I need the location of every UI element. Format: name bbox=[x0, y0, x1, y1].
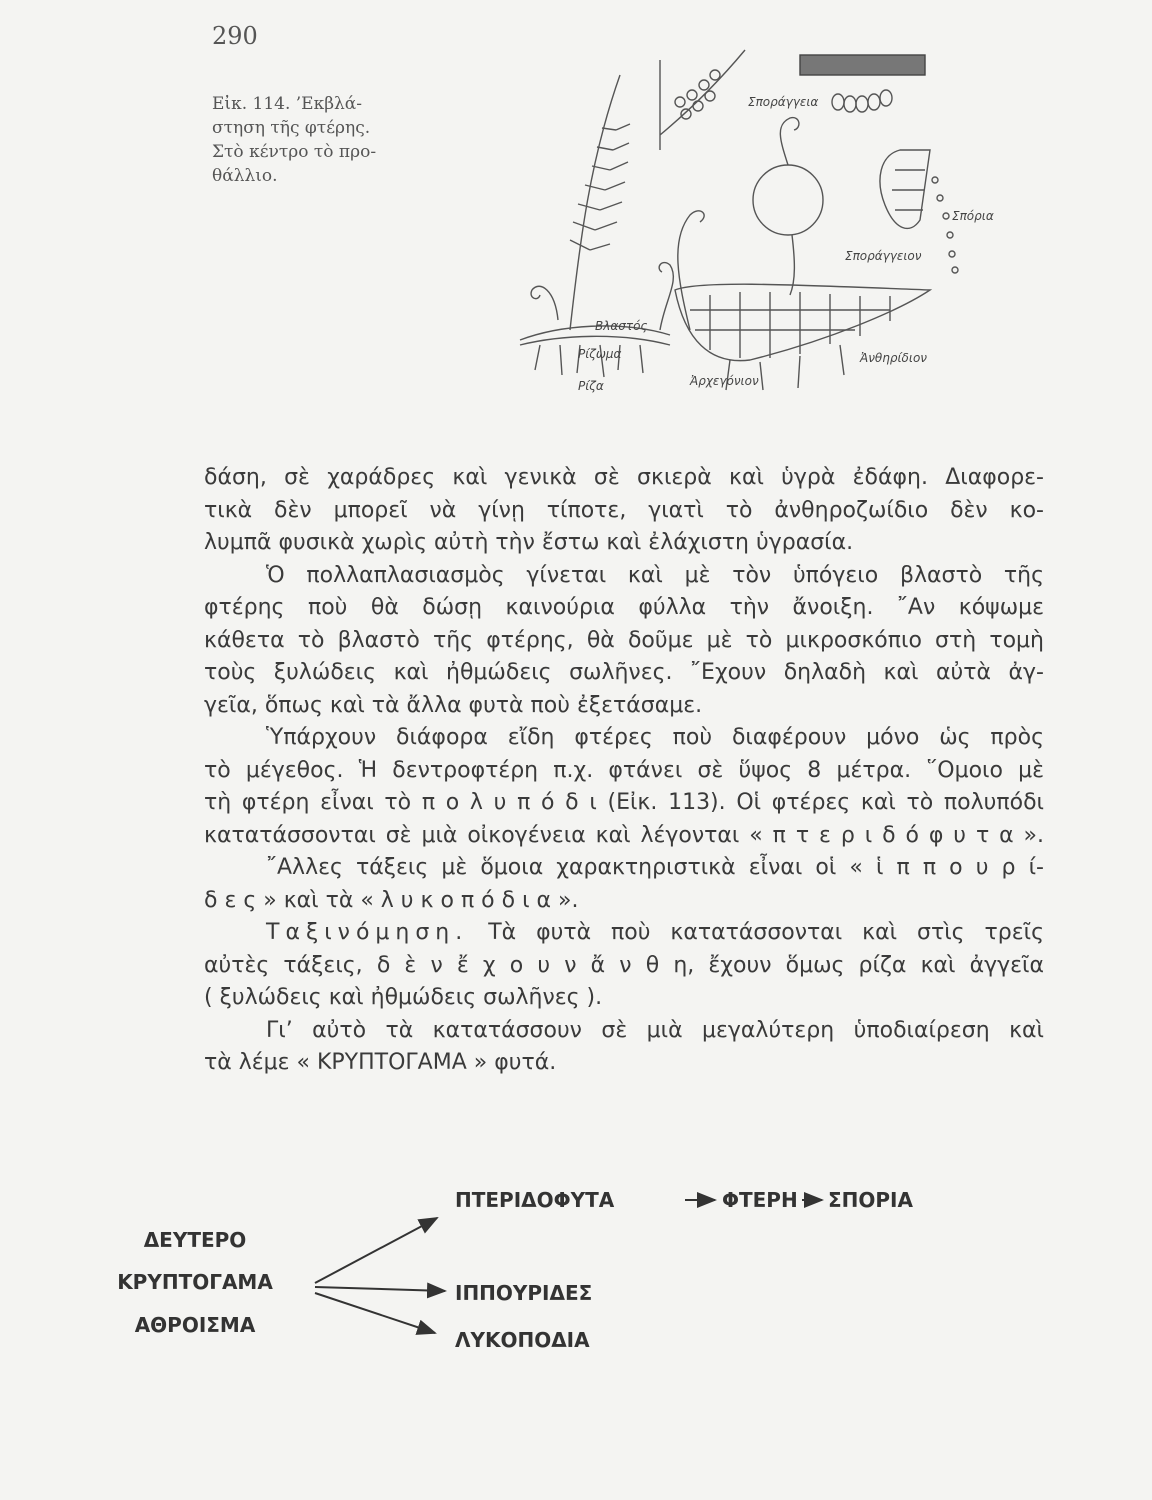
diagram-left-3: ΑΘΡΟΙΣΜΑ bbox=[134, 1313, 256, 1337]
label-vlastos: Βλαστός bbox=[595, 319, 648, 333]
caption-line: Στὸ κέντρο τὸ προ- bbox=[212, 142, 377, 162]
caption-line: Εἰκ. 114. ’Εκβλά- bbox=[212, 94, 363, 114]
diagram-left-1: ΔΕΥΤΕΡΟ bbox=[143, 1228, 247, 1252]
text-line: τικὰ δὲν μπορεῖ νὰ γίνῃ τίποτε, γιατὶ τὸ ἀνθηροζωίδιο δὲν κο- bbox=[204, 497, 1044, 523]
diagram-branch-ippourides: ΙΠΠΟΥΡΙΔΕΣ bbox=[455, 1281, 593, 1305]
text-line: γεῖα, ὅπως καὶ τὰ ἄλλα φυτὰ ποὺ ἐξετάσαμε. bbox=[204, 692, 703, 718]
label-archegonion: Ἀρχεγόνιον bbox=[690, 374, 759, 388]
text-line: κάθετα τὸ βλαστὸ τῆς φτέρης, θὰ δοῦμε μὲ τὸ μικροσκόπιο στὴ τομὴ bbox=[204, 627, 1044, 653]
diagram-left-2: ΚΡΥΠΤΟΓΑΜΑ bbox=[117, 1270, 273, 1294]
label-antheridion: Ἀνθηρίδιον bbox=[860, 351, 927, 365]
arrow-to-lykopodia bbox=[315, 1293, 435, 1333]
text-line: ( ξυλώδεις καὶ ἠθμώδεις σωλῆνες ). bbox=[204, 985, 603, 1010]
page-number: 290 bbox=[212, 22, 258, 50]
arrow-to-ippourides bbox=[315, 1287, 445, 1291]
text-line: Γι’ αὐτὸ τὰ κατατάσσουν σὲ μιὰ μεγαλύτερη ὑποδιαίρεση καὶ bbox=[266, 1017, 1044, 1043]
body-text bbox=[204, 462, 1044, 1080]
diagram-branch-lykopodia: ΛΥΚΟΠΟΔΙΑ bbox=[455, 1328, 590, 1352]
text-line: τὰ λέμε « ΚΡΥΠΤΟΓΑΜΑ » φυτά. bbox=[204, 1050, 557, 1075]
text-line bbox=[204, 917, 1044, 950]
label-rizoma: Ρίζωμα bbox=[578, 347, 622, 361]
classification-heading: Ταξινόμηση. bbox=[266, 920, 469, 945]
label-sporangeion: Σποράγγειον bbox=[845, 249, 922, 263]
classification-diagram bbox=[90, 1175, 970, 1375]
caption-line: θάλλιο. bbox=[212, 166, 278, 186]
text-line: κατατάσσονται σὲ μιὰ οἰκογένεια καὶ λέγονται « π τ ε ρ ι δ ό φ υ τ α ». bbox=[204, 822, 1044, 848]
diagram-chain-fteri: ΦΤΕΡΗ bbox=[722, 1188, 798, 1212]
text-line: αὐτὲς τάξεις, δ ὲ ν ἔ χ ο υ ν ἄ ν θ η, ἔχουν ὅμως ρίζα καὶ ἀγγεῖα bbox=[204, 952, 1044, 978]
text-line: δ ε ς » καὶ τὰ « λ υ κ ο π ό δ ι α ». bbox=[204, 887, 579, 913]
diagram-chain-sporia: ΣΠΟΡΙΑ bbox=[828, 1188, 913, 1212]
text-line: τοὺς ξυλώδεις καὶ ἠθμώδεις σωλῆνες. ῎Εχουν δηλαδὴ καὶ αὐτὰ ἀγ- bbox=[204, 660, 1044, 685]
text-fragment: Τὰ φυτὰ ποὺ κατατάσσονται καὶ στὶς τρεῖς bbox=[468, 920, 1044, 945]
text-line: δάση, σὲ χαράδρες καὶ γενικὰ σὲ σκιερὰ καὶ ὑγρὰ ἐδάφη. Διαφορε- bbox=[204, 465, 1044, 490]
text-line: Ὑπάρχουν διάφορα εἴδη φτέρες ποὺ διαφέρουν μόνο ὡς πρὸς bbox=[266, 725, 1044, 750]
arrow-to-pteridofyta bbox=[315, 1218, 437, 1283]
text-line: λυμπᾶ φυσικὰ χωρὶς αὐτὴ τὴν ἔστω καὶ ἐλάχιστη ὑγρασία. bbox=[204, 530, 854, 555]
text-line: τὸ μέγεθος. Ἡ δεντροφτέρη π.χ. φτάνει σὲ ὕψος 8 μέτρα. ῞Ομοιο μὲ bbox=[204, 757, 1044, 783]
text-line: φτέρης ποὺ θὰ δώσῃ καινούρια φύλλα τὴν ἄνοιξη. ῎Αν κόψωμε bbox=[204, 595, 1044, 620]
text-line: ῎Αλλες τάξεις μὲ ὅμοια χαρακτηριστικὰ εἶναι οἱ « ἱ π π ο υ ρ ί- bbox=[266, 855, 1044, 880]
label-sporangeia: Σποράγγεια bbox=[748, 95, 819, 109]
diagram-branch-pteridofyta: ΠΤΕΡΙΔΟΦΥΤΑ bbox=[455, 1188, 615, 1212]
figure-caption bbox=[212, 92, 432, 188]
caption-line: στηση τῆς φτέρης. bbox=[212, 118, 371, 138]
label-riza: Ρίζα bbox=[578, 379, 604, 393]
text-line: Ὁ πολλαπλασιασμὸς γίνεται καὶ μὲ τὸν ὑπόγειο βλαστὸ τῆς bbox=[266, 562, 1044, 588]
fern-illustration bbox=[500, 40, 994, 410]
text-line: τὴ φτέρη εἶναι τὸ π ο λ υ π ό δ ι (Εἰκ. 113). Οἱ φτέρες καὶ τὸ πολυπόδι bbox=[204, 790, 1044, 815]
label-spora: Σπόρια bbox=[952, 209, 994, 223]
